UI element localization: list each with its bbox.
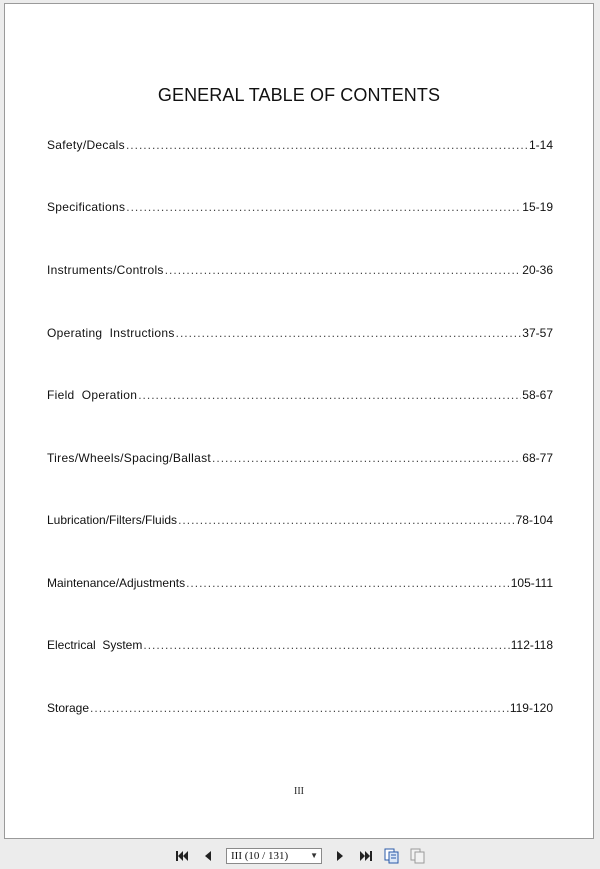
toc-entry-instruments-controls — [47, 263, 553, 281]
double-page-view-icon — [410, 848, 426, 864]
next-page-icon — [335, 850, 345, 862]
toc-dot-leader — [126, 138, 528, 152]
toc-entry-label: Lubrication/Filters/Fluids — [47, 513, 178, 527]
toc-entry-storage — [47, 701, 553, 719]
double-page-view-button[interactable] — [410, 848, 426, 864]
page-title: GENERAL TABLE OF CONTENTS — [157, 85, 441, 105]
toc-entry-label: Operating Instructions — [47, 326, 175, 340]
toc-dot-leader — [143, 638, 509, 652]
navigation-toolbar — [0, 842, 600, 869]
toc-entry-pages: 20-36 — [522, 263, 553, 277]
first-page-button[interactable] — [174, 848, 190, 864]
last-page-icon — [359, 850, 373, 862]
toc-entry-pages: 68-77 — [522, 451, 553, 465]
toc-entry-label: Instruments/Controls — [47, 263, 164, 277]
single-page-view-icon — [384, 848, 400, 864]
toc-entry-pages: 78-104 — [515, 513, 553, 527]
page-number: III — [294, 786, 304, 797]
next-page-button[interactable] — [332, 848, 348, 864]
toc-entry-operating-instructions — [47, 326, 553, 344]
toc-entry-pages: 105-111 — [510, 576, 553, 590]
toc-entry-electrical-system — [47, 638, 553, 656]
toc-entry-pages: 119-120 — [509, 701, 553, 715]
page-selector-value: III (10 / 131) — [231, 849, 289, 862]
page-selector[interactable] — [226, 848, 322, 864]
toc-entry-tires-wheels-spacing-ballast — [47, 451, 553, 469]
toc-dot-leader — [126, 200, 521, 214]
last-page-button[interactable] — [358, 848, 374, 864]
toc-entry-label: Specifications — [47, 200, 126, 214]
toc-entry-pages: 37-57 — [522, 326, 553, 340]
toc-entry-label: Electrical System — [47, 638, 143, 652]
document-page — [4, 3, 594, 839]
toc-entry-specifications — [47, 200, 553, 218]
chevron-down-icon: ▼ — [310, 851, 318, 860]
toc-dot-leader — [138, 388, 521, 402]
toc-entry-safety-decals — [47, 138, 553, 156]
toc-dot-leader — [186, 576, 510, 590]
toc-entry-maintenance-adjustments — [47, 576, 553, 594]
toc-entry-pages: 58-67 — [522, 388, 553, 402]
toc-entry-label: Safety/Decals — [47, 138, 125, 152]
first-page-icon — [175, 850, 189, 862]
toc-entry-pages: 112-118 — [510, 638, 553, 652]
toc-entry-pages: 1-14 — [528, 138, 553, 152]
toc-entry-field-operation — [47, 388, 553, 406]
previous-page-button[interactable] — [200, 848, 216, 864]
toc-dot-leader — [90, 701, 509, 715]
toc-entry-label: Maintenance/Adjustments — [47, 576, 186, 590]
toc-dot-leader — [165, 263, 522, 277]
toc-dot-leader — [178, 513, 515, 527]
toc-dot-leader — [176, 326, 522, 340]
toc-entry-label: Tires/Wheels/Spacing/Ballast — [47, 451, 212, 465]
toc-entry-lubrication-filters-fluids — [47, 513, 553, 531]
single-page-view-button[interactable] — [384, 848, 400, 864]
toc-dot-leader — [212, 451, 521, 465]
previous-page-icon — [203, 850, 213, 862]
toc-entry-pages: 15-19 — [522, 200, 553, 214]
toc-entry-label: Storage — [47, 701, 90, 715]
toc-entry-label: Field Operation — [47, 388, 138, 402]
